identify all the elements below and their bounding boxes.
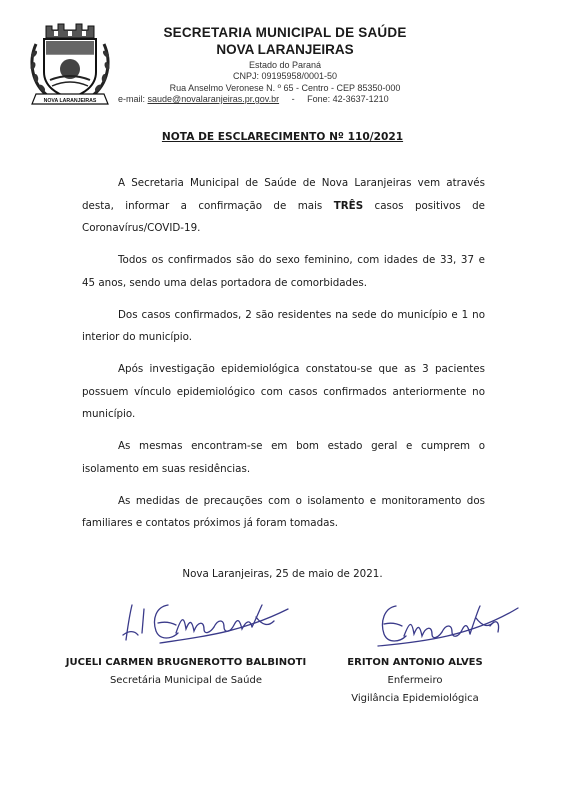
signatory-right-role: Enfermeiro bbox=[387, 675, 443, 686]
phone-number: Fone: 42-3637-1210 bbox=[307, 94, 389, 104]
header-cnpj: CNPJ: 09195958/0001-50 bbox=[232, 71, 338, 81]
paragraph-4: Após investigação epidemiológica constatou-se que as 3 pacientes possuem vínculo epidemiológico com casos confirmados anteriormente no município. bbox=[82, 363, 485, 420]
p1-text-before: A Secretaria Municipal de Saúde de Nova Laranjeiras vem através desta, informar a confirmação de mais bbox=[82, 177, 485, 212]
header-state: Estado do Paraná bbox=[248, 60, 322, 70]
p1-bold-count: TRÊS bbox=[333, 199, 364, 212]
email-link[interactable]: saude@novalaranjeiras.pr.gov.br bbox=[147, 94, 280, 104]
email-prefix: e-mail: bbox=[118, 94, 146, 104]
signatory-left-role: Secretária Municipal de Saúde bbox=[109, 675, 263, 686]
signatory-right-name: ERITON ANTONIO ALVES bbox=[347, 657, 483, 668]
paragraph-6: As medidas de precauções com o isolamento e monitoramento dos familiares e contatos próximos já foram tomadas. bbox=[82, 494, 485, 529]
p1-text-after: casos positivos de Coronavírus/COVID-19. bbox=[82, 199, 485, 234]
header-address: Rua Anselmo Veronese N. º 65 - Centro - CEP 85350-000 bbox=[169, 83, 401, 93]
note-title: NOTA DE ESCLARECIMENTO Nº 110/2021 bbox=[161, 131, 404, 143]
contact-separator: - bbox=[291, 94, 295, 104]
signatory-left-name: JUCELI CARMEN BRUGNEROTTO BALBINOTI bbox=[65, 657, 307, 668]
signatory-left bbox=[56, 654, 316, 690]
date-line: Nova Laranjeiras, 25 de maio de 2021. bbox=[182, 568, 383, 580]
note-body bbox=[82, 172, 485, 544]
crest-banner-text: NOVA LARANJEIRAS bbox=[43, 98, 97, 104]
paragraph-3: Dos casos confirmados, 2 são residentes na sede do município e 1 no interior do município. bbox=[82, 308, 485, 343]
header-contact bbox=[118, 94, 458, 104]
signatory-right bbox=[335, 654, 495, 708]
municipal-crest-logo bbox=[22, 14, 118, 110]
signature-right bbox=[372, 598, 522, 654]
header-subtitle: NOVA LARANJEIRAS bbox=[216, 42, 354, 57]
signatory-right-department: Vigilância Epidemiológica bbox=[351, 693, 479, 704]
header-title: SECRETARIA MUNICIPAL DE SAÚDE bbox=[163, 25, 407, 40]
paragraph-2: Todos os confirmados são do sexo feminino, com idades de 33, 37 e 45 anos, sendo uma delas portadora de comorbidades. bbox=[82, 254, 485, 289]
signature-left bbox=[120, 595, 295, 655]
paragraph-5: As mesmas encontram-se em bom estado geral e cumprem o isolamento em suas residências. bbox=[82, 440, 485, 475]
paragraph-1 bbox=[82, 172, 485, 240]
